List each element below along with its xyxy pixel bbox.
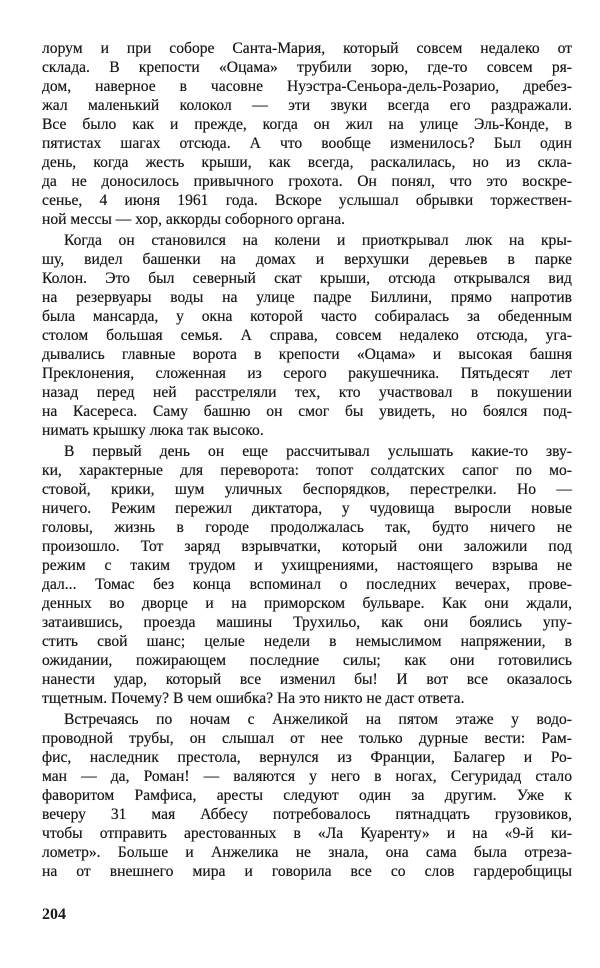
text-line: ки, характерные для переворота: топот солдатских сапог по мо- xyxy=(42,462,572,479)
text-line: головы, жизнь в городе продолжалась так, будто ничего не xyxy=(42,519,572,536)
text-line: дал... Томас без конца вспоминал о последних вечерах, прове- xyxy=(42,576,572,593)
paragraph xyxy=(42,39,572,229)
text-line: ничего. Режим пережил диктатора, у чудовища выросли новые xyxy=(42,500,572,517)
page-number: 204 xyxy=(42,906,66,923)
text-line: день, когда жесть крыши, как всегда, раскалилась, но из скла- xyxy=(42,154,572,171)
text-line: жал маленький колокол — эти звуки всегда его раздражали. xyxy=(42,97,572,114)
text-line: сенье, 4 июня 1961 года. Вскоре услышал обрывки торжествен- xyxy=(42,192,572,209)
text-line: фис, наследник престола, вернулся из Франции, Балагер и Ро- xyxy=(42,749,572,766)
text-line: лорум и при соборе Санта-Мария, который совсем недалеко от xyxy=(42,40,572,57)
text-line: Когда он становился на колени и приоткрывал люк на кры- xyxy=(64,232,572,249)
paragraph xyxy=(42,710,572,881)
text-line: на от внешнего мира и говорила все со слов гардеробщицы xyxy=(42,863,572,880)
text-line: лометр». Больше и Анжелика не знала, она сама была отреза- xyxy=(42,844,572,861)
text-line: произошло. Тот заряд взрывчатки, который они заложили под xyxy=(42,538,572,555)
text-line: вечеру 31 мая Аббесу потребовалось пятнадцать грузовиков, xyxy=(42,806,572,823)
text-line: дом, наверное в часовне Нуэстра-Сеньора-дель-Розарио, дребез- xyxy=(42,78,572,95)
text-line: фаворитом Рамфиса, аресты следуют один за другим. Уже к xyxy=(42,787,572,804)
text-line: шу, видел башенки на домах и верхушки деревьев в парке xyxy=(42,251,572,268)
text-line: затаившись, проезда машины Трухильо, как они боялись упу- xyxy=(42,614,572,631)
paragraph xyxy=(42,231,572,440)
text-line: на резервуары воды на улице падре Биллини, прямо напротив xyxy=(42,289,572,306)
text-line: режим с таким трудом и ухищрениями, настоящего взрыва не xyxy=(42,557,572,574)
text-line: проводной трубы, он слышал от нее только дурные вести: Рам- xyxy=(42,730,572,747)
text-line: Все было как и прежде, когда он жил на улице Эль-Конде, в xyxy=(42,116,572,133)
text-line: на Касереса. Саму башню он смог бы увидеть, но боялся под- xyxy=(42,403,572,420)
text-line: ной мессы — хор, аккорды соборного органа. xyxy=(42,211,346,228)
text-line: ожидании, пожирающем последние силы; как они готовились xyxy=(42,652,572,669)
text-line: да не доносилось привычного грохота. Он понял, что это воскре- xyxy=(42,173,572,190)
text-line: дывались главные ворота в крепости «Оцама» и высокая башня xyxy=(42,346,572,363)
text-line: пятистах шагах отсюда. А что вообще изменилось? Был один xyxy=(42,135,572,152)
text-line: нанести удар, который все изменил бы! И вот все оказалось xyxy=(42,671,572,688)
text-line: В первый день он еще рассчитывал услышать какие-то зву- xyxy=(64,443,572,460)
text-line: нимать крышку люка так высоко. xyxy=(42,422,264,439)
paragraph xyxy=(42,442,572,708)
text-line: стить свой шанс; целые недели в немыслимом напряжении, в xyxy=(42,633,572,650)
text-line: была мансарда, у окна которой часто собиралась за обеденным xyxy=(42,308,572,325)
text-line: столом большая семья. А справа, совсем недалеко отсюда, уга- xyxy=(42,327,572,344)
text-line: Преклонения, сложенная из серого ракушечника. Пятьдесят лет xyxy=(42,365,572,382)
book-page-text xyxy=(42,39,572,883)
text-line: Колон. Это был северный скат крыши, отсюда открывался вид xyxy=(42,270,572,287)
text-line: назад перед ней расстреляли тех, кто участвовал в покушении xyxy=(42,384,572,401)
text-line: склада. В крепости «Оцама» трубили зорю, где-то совсем ря- xyxy=(42,59,572,76)
text-line: денных во дворце и на приморском бульваре. Как они ждали, xyxy=(42,595,572,612)
text-line: стовой, крики, шум уличных беспорядков, перестрелки. Но — xyxy=(42,481,572,498)
text-line: ман — да, Роман! — валяются у него в ногах, Сегуридад стало xyxy=(42,768,572,785)
text-line: чтобы отправить арестованных в «Ла Куаренту» и на «9-й ки- xyxy=(42,825,572,842)
text-line: тщетным. Почему? В чем ошибка? На это никто не даст ответа. xyxy=(42,690,465,707)
text-line: Встречаясь по ночам с Анжеликой на пятом этаже у водо- xyxy=(64,711,572,728)
